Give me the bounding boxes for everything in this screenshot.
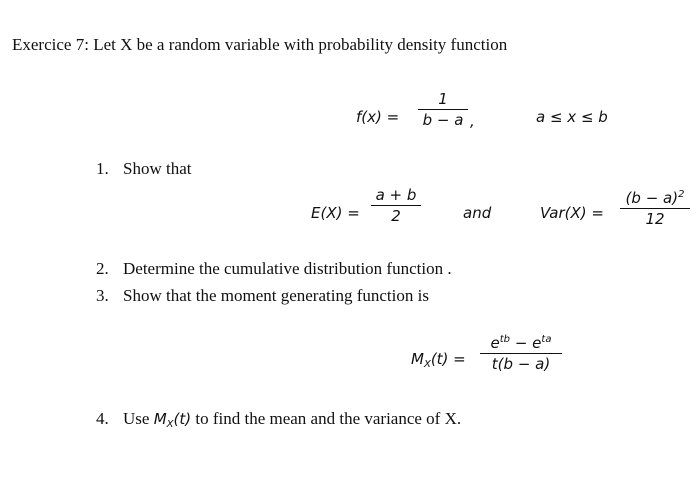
expectation-numerator: a + b: [375, 186, 417, 204]
variance-lhs: Var(X) =: [540, 204, 604, 222]
variance-numerator: [624, 186, 687, 207]
pdf-denominator: b − a: [422, 111, 464, 129]
pdf-numerator: 1: [438, 90, 448, 108]
mgf-lhs-rest: (t) =: [430, 350, 466, 368]
variance-denominator: 12: [645, 210, 665, 228]
mgf-exp2-power: ta: [541, 334, 552, 345]
and-word: and: [463, 204, 492, 222]
exercise-heading: [12, 35, 507, 55]
item-2-number: 2.: [96, 259, 109, 278]
exercise-intro-text: Let X be a random variable with probability density function: [93, 35, 508, 54]
item-1-number: 1.: [96, 159, 109, 178]
pdf-fraction: [418, 90, 468, 129]
mgf-minus: −: [514, 334, 528, 352]
variance-numerator-exponent: 2: [678, 189, 685, 200]
expectation-fraction: [371, 186, 421, 225]
item-2-text: Determine the cumulative distribution function .: [123, 259, 452, 278]
exercise-label: Exercice 7:: [12, 35, 89, 54]
item-4-M-argument: (t): [173, 410, 192, 428]
item-3-number: 3.: [96, 286, 109, 305]
item-4-text-before: Use: [123, 409, 150, 428]
mgf-exp1-power: tb: [499, 334, 511, 345]
item-4-M: M: [153, 410, 167, 428]
mgf-fraction-bar: [480, 353, 562, 354]
item-4-text: [123, 409, 461, 430]
mgf-fraction: [480, 331, 562, 373]
pdf-fraction-bar: [418, 109, 468, 110]
item-1-text: Show that: [123, 159, 192, 178]
mgf-numerator: [489, 331, 554, 352]
expectation-denominator: 2: [391, 207, 401, 225]
item-4-M-subscript: X: [166, 419, 174, 430]
mgf-lhs-subscript: X: [423, 359, 431, 370]
expectation-fraction-bar: [371, 205, 421, 206]
item-4-text-after: to find the mean and the variance of X.: [195, 409, 462, 428]
variance-numerator-base: (b − a): [625, 189, 679, 207]
pdf-lhs: f(x) =: [356, 108, 400, 126]
item-4-mgf-symbol: [154, 410, 191, 428]
mgf-exp2-base: e: [532, 334, 542, 352]
pdf-comma: ,: [470, 112, 475, 130]
mgf-exp1-base: e: [490, 334, 500, 352]
mgf-lhs: [411, 350, 466, 370]
variance-fraction: [620, 186, 690, 228]
variance-fraction-bar: [620, 208, 690, 209]
pdf-domain: a ≤ x ≤ b: [536, 108, 608, 126]
item-4-number: 4.: [96, 409, 109, 428]
item-3-text: Show that the moment generating function is: [123, 286, 429, 305]
mgf-lhs-symbol: M: [411, 350, 424, 368]
mgf-denominator: t(b − a): [491, 355, 551, 373]
expectation-lhs: E(X) =: [311, 204, 360, 222]
